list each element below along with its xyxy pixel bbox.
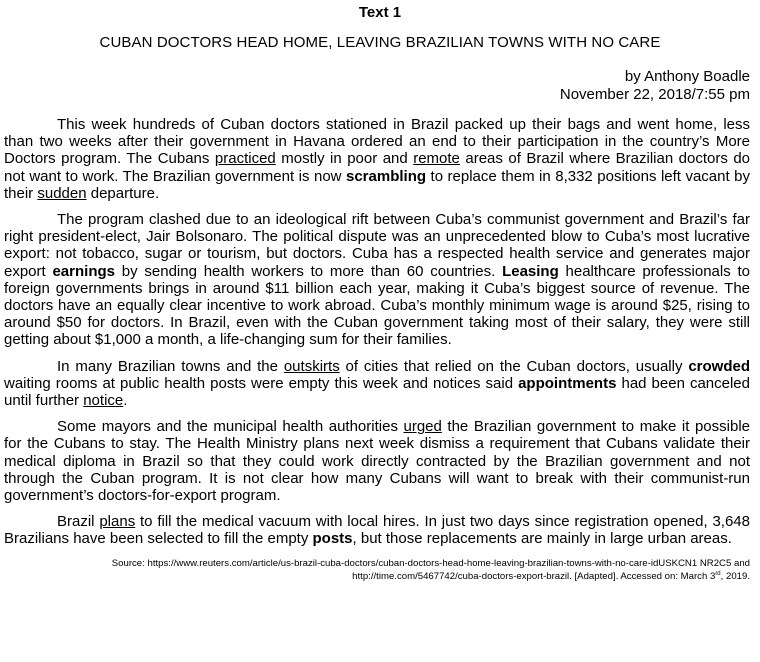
- underlined-word: practiced: [214, 150, 276, 168]
- text-run: departure.: [86, 184, 160, 202]
- author: by Anthony Boadle: [624, 68, 750, 85]
- paragraph-2: [4, 211, 756, 349]
- bold-word: earnings: [52, 262, 115, 280]
- article-headline: CUBAN DOCTORS HEAD HOME, LEAVING BRAZILIAN TOWNS WITH NO CARE: [99, 34, 661, 51]
- bold-word: crowded: [688, 357, 750, 375]
- underlined-word: outskirts: [283, 357, 340, 375]
- ordinal-suffix: rd: [715, 570, 721, 577]
- bold-word: appointments: [518, 374, 617, 392]
- bold-word: posts: [312, 530, 353, 548]
- text-run: .: [123, 392, 128, 410]
- publish-date: November 22, 2018/7:55 pm: [559, 86, 750, 103]
- text-run: In many Brazilian towns and the: [57, 357, 284, 375]
- byline: [4, 52, 756, 104]
- underlined-word: remote: [413, 150, 460, 168]
- text-run: waiting rooms at public health posts were empty this week and notices said: [4, 374, 519, 392]
- text-run: healthcare professionals to foreign governments brings in around $11 billion each year, making it Cuba’s biggest source of revenue. The doctors have an equally clear incentive to work abroad. Cuba’s monthly minimum wage is around $25, rising to around $50 for doctors. In Brazil, even with the Cuban government taking most of their salary, they were still getting about $1,000 a month, a life-changing sum for their families.: [4, 262, 750, 349]
- bold-word: scrambling: [346, 167, 427, 185]
- underlined-word: urged: [403, 418, 442, 436]
- paragraph-1: [4, 116, 756, 202]
- text-run: by sending health workers to more than 60 countries.: [115, 262, 503, 280]
- text-run: Brazil: [57, 513, 100, 531]
- text-run: areas of Brazil where Brazilian doctors do not want to work. The Brazilian government is now: [4, 150, 751, 185]
- paragraph-5: [4, 513, 756, 547]
- paragraph-4: [4, 418, 756, 504]
- text-run: of cities that relied on the Cuban doctors, usually: [339, 357, 689, 375]
- paragraph-3: [4, 358, 756, 410]
- source-citation: [4, 557, 756, 583]
- underlined-word: plans: [99, 513, 136, 531]
- text-run: Some mayors and the municipal health authorities: [57, 418, 404, 436]
- text-run: to replace them in 8,332 positions left vacant by their: [4, 167, 750, 202]
- source-text: Source: https://www.reuters.com/article/us-brazil-cuba-doctors/cuban-doctors-head-home-leaving-brazilian-towns-with-no-care-idUSKCN1 NR2C5 and http://time.com/5467742/cuba-doctors-export-brazil. [Adapted]. Accessed on: March 3: [111, 557, 750, 582]
- underlined-word: notice: [83, 392, 124, 410]
- text-run: the Brazilian government to make it possible for the Cubans to stay. The Health Ministry plans next week dismiss a requirement that Cubans validate their medical diploma in Brazil so that they could work directly contracted by the Brazilian government and not through the Cuban program. It is not clear how many Cubans will want to break with their communist-run government’s doctors-for-export program.: [4, 418, 750, 505]
- text-run: to fill the medical vacuum with local hires. In just two days since registration opened, 3,648 Brazilians have been selected to fill the empty: [4, 513, 750, 548]
- source-text: , 2019.: [720, 570, 750, 582]
- text-label: Text 1: [358, 4, 402, 21]
- underlined-word: sudden: [37, 184, 87, 202]
- text-run: mostly in poor and: [275, 150, 414, 168]
- article-body: [4, 116, 756, 548]
- text-run: The program clashed due to an ideological rift between Cuba’s communist government and Brazil’s far right president-elect, Jair Bolsonaro. The political dispute was an unprecedented blow to Cuba’s most lucrative export: not tobacco, sugar or tourism, but doctors. Cuba has a respected health service and generates major export: [4, 211, 750, 280]
- text-run: This week hundreds of Cuban doctors stationed in Brazil packed up their bags and went home, less than two weeks after their government in Havana ordered an end to their participation in the country’s More Doctors program. The Cubans: [4, 116, 750, 168]
- text-run: , but those replacements are mainly in large urban areas.: [352, 530, 732, 548]
- bold-word: Leasing: [502, 262, 559, 280]
- text-run: had been canceled until further: [4, 374, 750, 410]
